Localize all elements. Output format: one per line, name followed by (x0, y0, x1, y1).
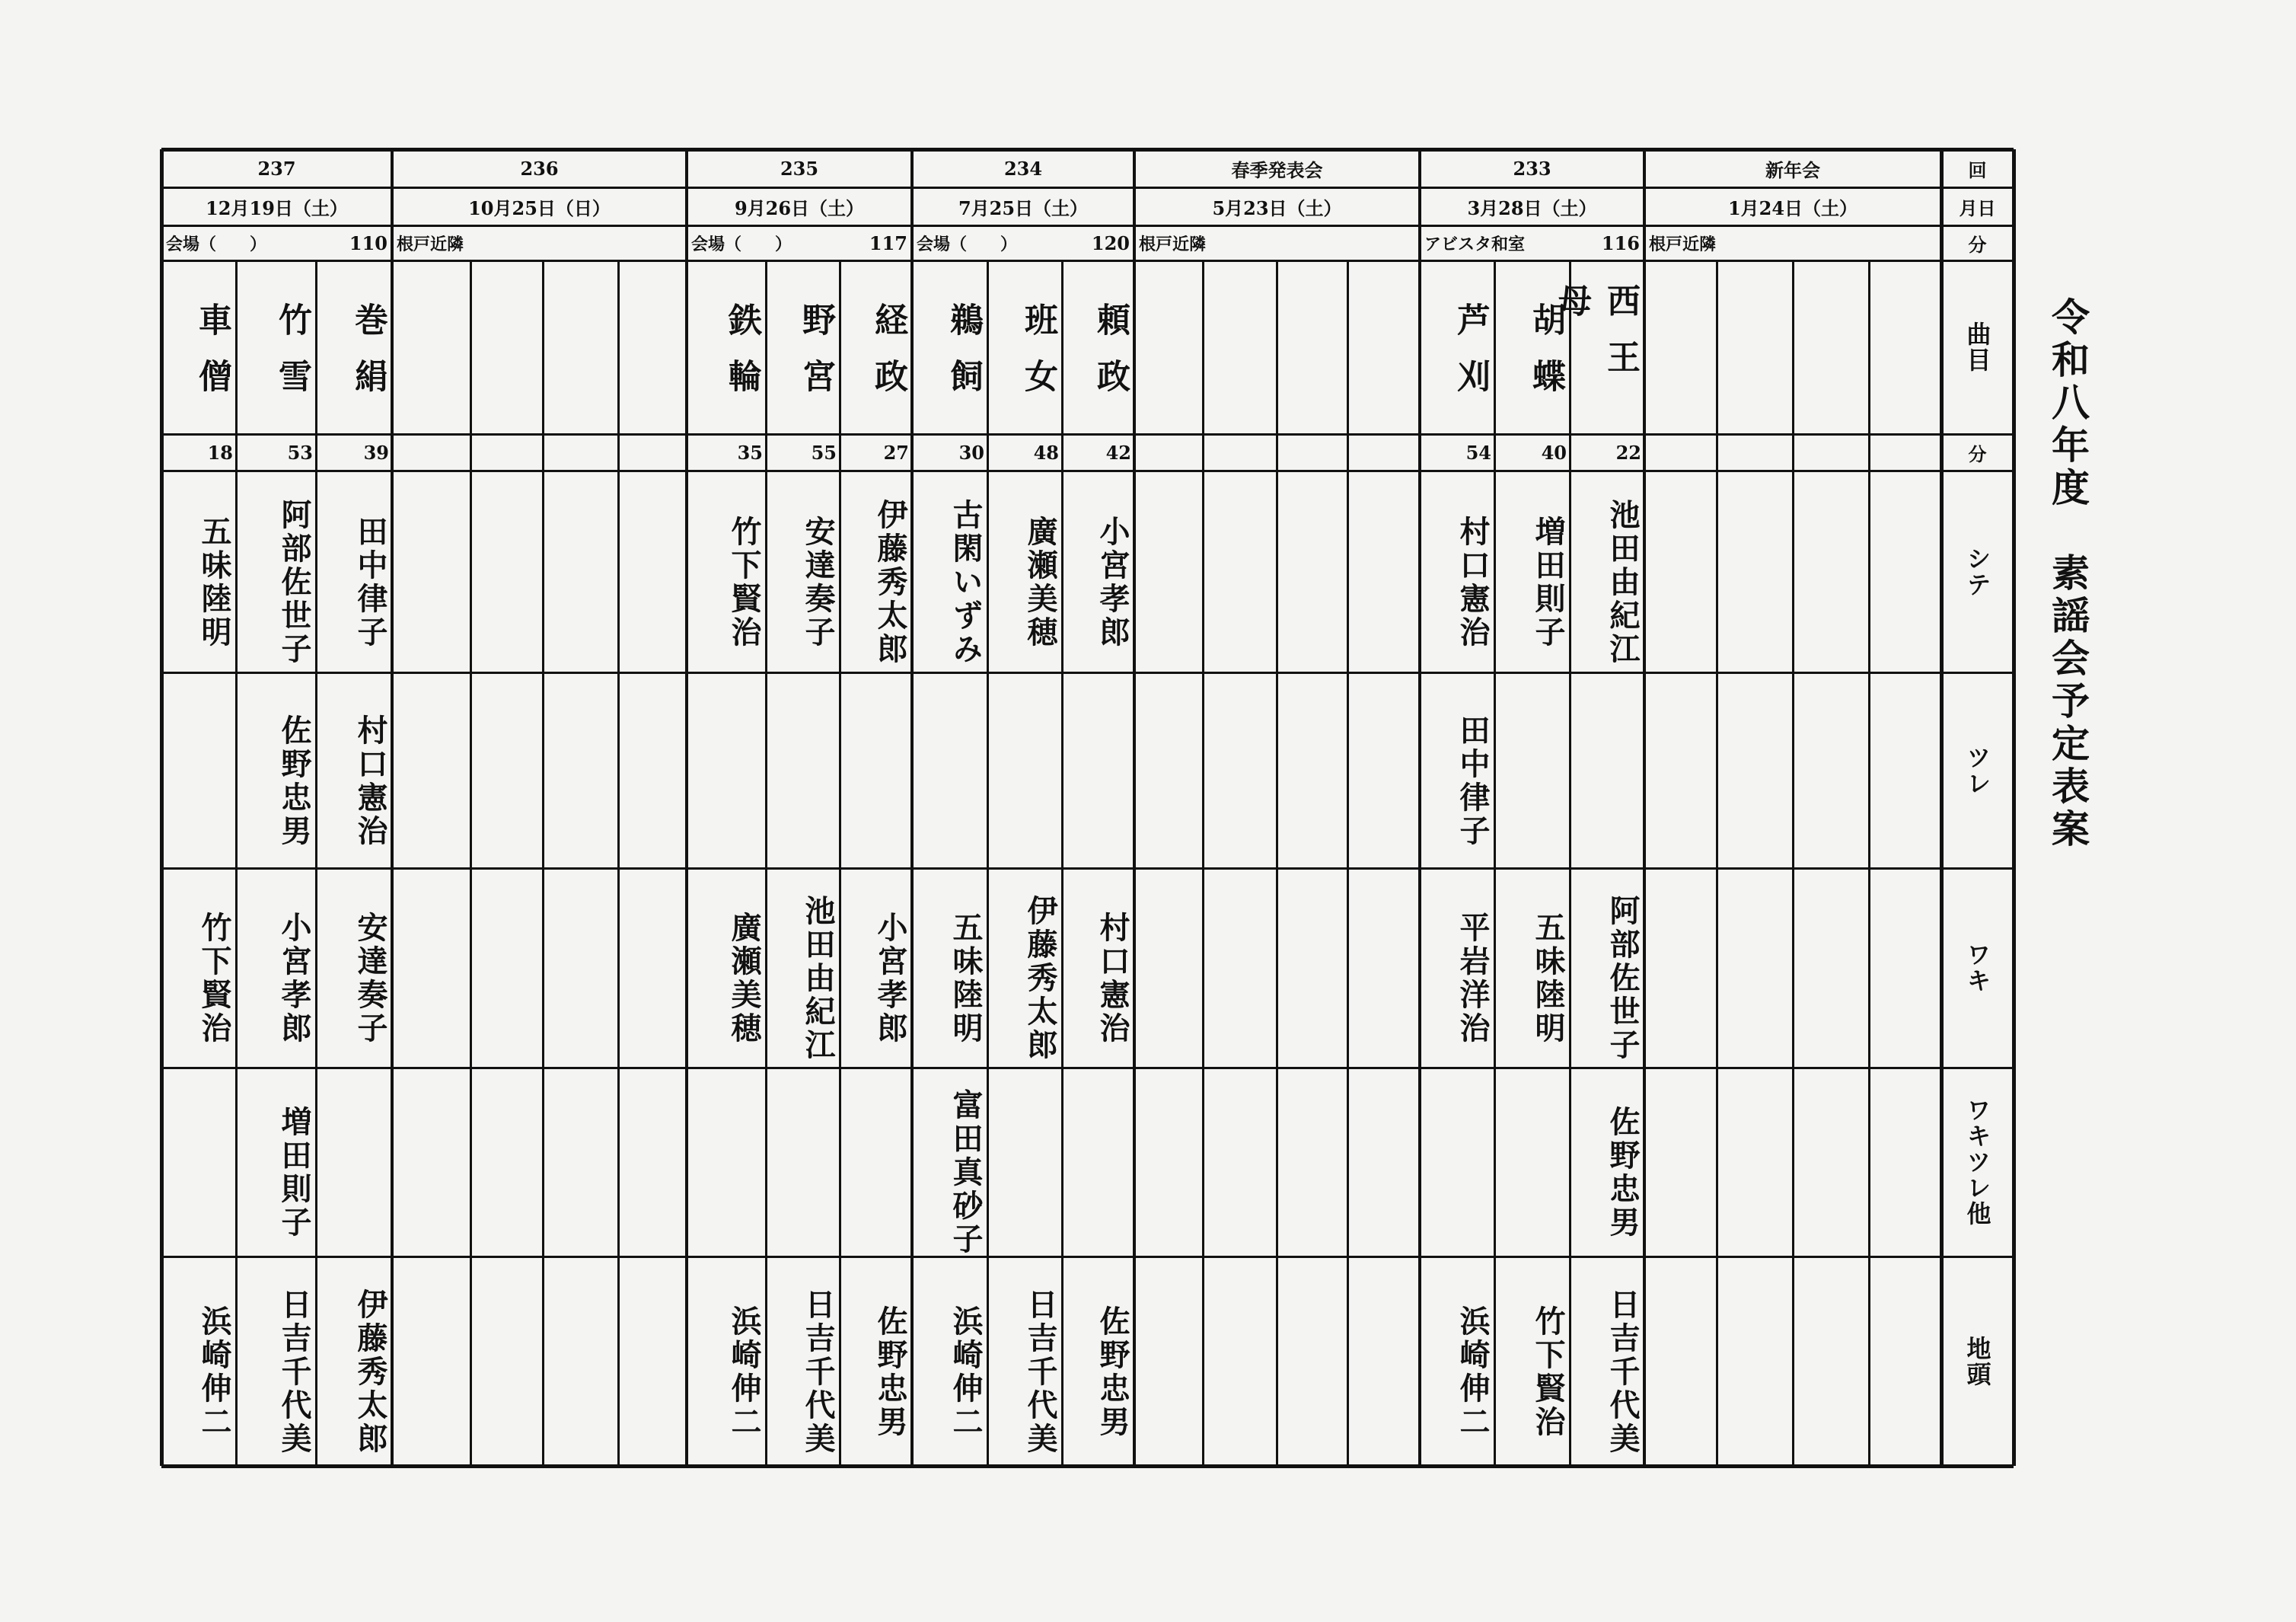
performer-shite: 増田則子 (1530, 515, 1566, 650)
performer-jigashira: 伊藤秀太郎 (352, 1288, 388, 1456)
play-title: 車僧 (193, 302, 231, 415)
performer-waki: 廣瀬美穂 (726, 912, 762, 1046)
play-title (618, 260, 687, 434)
performer-wakitsure (1420, 1068, 1494, 1256)
performer-waki (1203, 868, 1277, 1068)
play-title (1644, 260, 1717, 434)
play-title: 西王母 (1552, 283, 1640, 396)
performer-jigashira (1347, 1256, 1420, 1466)
event-total-minutes: 120 (1091, 231, 1130, 254)
performer-jigashira: 浜崎伸二 (1455, 1304, 1491, 1439)
performer-waki: 阿部佐世子 (1605, 895, 1641, 1062)
performer-waki (1717, 868, 1793, 1068)
performer-shite (1869, 471, 1941, 672)
play-title: 班女 (1019, 302, 1057, 415)
event-venue: 会場（ ） (691, 234, 792, 254)
performer-jigashira (392, 1256, 470, 1466)
event-number: 234 (1003, 157, 1043, 180)
performer-waki (543, 868, 618, 1068)
performer-jigashira (1203, 1256, 1277, 1466)
play-minutes (392, 434, 470, 471)
performer-wakitsure (1134, 1068, 1203, 1256)
performer-jigashira: 日吉千代美 (276, 1288, 312, 1456)
performer-wakitsure (840, 1068, 912, 1256)
performer-shite (1203, 471, 1277, 672)
performer-tsure (687, 672, 766, 868)
row-label-fun2: 分 (1968, 442, 1987, 465)
performer-jigashira (1277, 1256, 1347, 1466)
performer-shite: 池田由紀江 (1605, 498, 1641, 666)
performer-waki (1347, 868, 1420, 1068)
performer-waki (392, 868, 470, 1068)
event-venue: 根戸近隣 (1649, 234, 1717, 254)
event-total-minutes (1644, 225, 1941, 260)
play-title: 頼政 (1091, 302, 1130, 415)
event-venue: 根戸近隣 (1139, 234, 1207, 254)
performer-tsure (987, 672, 1062, 868)
event-total-minutes: 116 (1601, 231, 1640, 254)
performer-waki (470, 868, 543, 1068)
play-minutes: 54 (1465, 441, 1491, 464)
performer-jigashira (1717, 1256, 1793, 1466)
performer-jigashira: 佐野忠男 (872, 1304, 908, 1439)
performer-waki (618, 868, 687, 1068)
play-minutes: 30 (958, 441, 984, 464)
play-title (1717, 260, 1793, 434)
performer-wakitsure (1644, 1068, 1717, 1256)
play-minutes: 40 (1541, 441, 1567, 464)
performer-tsure: 佐野忠男 (276, 714, 312, 848)
performer-wakitsure (1717, 1068, 1793, 1256)
event-date: 10月25日（日） (468, 196, 611, 219)
play-minutes (1134, 434, 1203, 471)
play-title: 竹雪 (273, 302, 311, 415)
performer-waki: 五味陸明 (948, 912, 984, 1046)
performer-wakitsure (618, 1068, 687, 1256)
performer-jigashira (543, 1256, 618, 1466)
performer-wakitsure (766, 1068, 840, 1256)
event-date: 7月25日（土） (958, 196, 1089, 219)
performer-tsure (1134, 672, 1203, 868)
performer-jigashira: 浜崎伸二 (726, 1304, 762, 1439)
performer-tsure (840, 672, 912, 868)
event-venue: アビスタ和室 (1424, 234, 1526, 254)
event-date: 3月28日（土） (1467, 196, 1597, 219)
performer-shite (618, 471, 687, 672)
performer-jigashira (1793, 1256, 1869, 1466)
performer-wakitsure: 増田則子 (276, 1106, 312, 1240)
performer-shite (1347, 471, 1420, 672)
performer-waki: 伊藤秀太郎 (1022, 895, 1058, 1062)
performer-wakitsure: 富田真砂子 (948, 1089, 984, 1256)
event-number: 237 (257, 157, 296, 180)
performer-wakitsure (1062, 1068, 1134, 1256)
performer-shite: 小宮孝郎 (1095, 515, 1130, 650)
performer-tsure (1494, 672, 1570, 868)
performer-shite: 安達奏子 (800, 515, 836, 650)
performer-shite (470, 471, 543, 672)
performer-jigashira (618, 1256, 687, 1466)
play-minutes (470, 434, 543, 471)
event-total-minutes: 110 (349, 231, 387, 254)
performer-wakitsure (1793, 1068, 1869, 1256)
performer-wakitsure (687, 1068, 766, 1256)
play-title (392, 260, 470, 434)
performer-tsure (543, 672, 618, 868)
performer-tsure (1570, 672, 1644, 868)
performer-shite (1277, 471, 1347, 672)
play-title (1134, 260, 1203, 434)
event-number: 235 (780, 157, 819, 180)
performer-wakitsure: 佐野忠男 (1605, 1106, 1641, 1240)
performer-tsure (1203, 672, 1277, 868)
play-minutes: 35 (737, 441, 763, 464)
performer-tsure (470, 672, 543, 868)
performer-shite (1644, 471, 1717, 672)
row-label-waki: ワキ (1963, 942, 1992, 994)
performer-tsure (392, 672, 470, 868)
play-title (1869, 260, 1941, 434)
row-label-jigashira: 地頭 (1963, 1335, 1992, 1387)
event-venue: 会場（ ） (166, 234, 267, 254)
performer-wakitsure (1494, 1068, 1570, 1256)
performer-shite (543, 471, 618, 672)
performer-waki: 小宮孝郎 (276, 912, 312, 1046)
performer-waki: 竹下賢治 (196, 912, 232, 1046)
event-number: 236 (520, 157, 559, 180)
performer-waki: 安達奏子 (352, 912, 388, 1046)
event-total-minutes (1134, 225, 1420, 260)
performer-waki (1869, 868, 1941, 1068)
play-minutes (543, 434, 618, 471)
play-title: 胡蝶 (1526, 302, 1565, 415)
performer-tsure (766, 672, 840, 868)
play-title: 芦刈 (1451, 302, 1490, 415)
performer-wakitsure (1203, 1068, 1277, 1256)
performer-tsure (161, 672, 236, 868)
performer-waki: 平岩洋治 (1455, 912, 1491, 1046)
play-title: 鵜飼 (944, 302, 983, 415)
performer-jigashira: 竹下賢治 (1530, 1304, 1566, 1439)
performer-wakitsure (316, 1068, 392, 1256)
performer-jigashira: 浜崎伸二 (948, 1304, 984, 1439)
play-title (470, 260, 543, 434)
row-label-fun: 分 (1968, 233, 1987, 256)
performer-wakitsure (987, 1068, 1062, 1256)
play-title: 野宮 (796, 302, 835, 415)
performer-jigashira: 佐野忠男 (1095, 1304, 1130, 1439)
performer-tsure (1717, 672, 1793, 868)
row-label-kyokumoku: 曲目 (1963, 321, 1992, 373)
performer-jigashira: 日吉千代美 (800, 1288, 836, 1456)
play-title: 鉄輪 (722, 302, 761, 415)
performer-waki: 五味陸明 (1530, 912, 1566, 1046)
performer-jigashira: 日吉千代美 (1022, 1288, 1058, 1456)
performer-jigashira (1644, 1256, 1717, 1466)
play-minutes (1717, 434, 1793, 471)
performer-tsure (618, 672, 687, 868)
play-minutes (1203, 434, 1277, 471)
event-date: 5月23日（土） (1212, 196, 1342, 219)
performer-shite (392, 471, 470, 672)
performer-jigashira: 浜崎伸二 (196, 1304, 232, 1439)
row-label-wakitsure: ワキツレ他 (1963, 1097, 1992, 1227)
performer-wakitsure (161, 1068, 236, 1256)
performer-shite: 五味陸明 (196, 515, 232, 650)
event-number: 新年会 (1765, 158, 1820, 181)
performer-tsure (1277, 672, 1347, 868)
performer-wakitsure (1277, 1068, 1347, 1256)
performer-tsure (912, 672, 987, 868)
play-minutes: 18 (207, 441, 233, 464)
performer-waki: 村口憲治 (1095, 912, 1130, 1046)
play-title (1203, 260, 1277, 434)
play-title (1347, 260, 1420, 434)
event-total-minutes: 117 (869, 231, 907, 254)
performer-wakitsure (470, 1068, 543, 1256)
performer-tsure (1062, 672, 1134, 868)
performer-tsure (1793, 672, 1869, 868)
play-title: 巻絹 (349, 302, 387, 415)
performer-tsure: 田中律子 (1455, 714, 1491, 848)
row-label-kai: 回 (1968, 158, 1987, 181)
play-minutes: 22 (1615, 441, 1641, 464)
play-minutes: 55 (811, 441, 837, 464)
performer-shite: 古閑いずみ (948, 498, 984, 666)
performer-shite: 村口憲治 (1455, 515, 1491, 650)
performer-shite: 阿部佐世子 (276, 498, 312, 666)
performer-tsure (1869, 672, 1941, 868)
performer-waki (1793, 868, 1869, 1068)
event-number: 春季発表会 (1231, 158, 1323, 181)
play-minutes (1869, 434, 1941, 471)
play-title (1793, 260, 1869, 434)
performer-waki (1134, 868, 1203, 1068)
play-minutes: 27 (883, 441, 909, 464)
performer-tsure (1644, 672, 1717, 868)
event-date: 12月19日（土） (206, 196, 348, 219)
row-label-date: 月日 (1959, 196, 1996, 219)
play-minutes: 42 (1105, 441, 1131, 464)
play-minutes (1347, 434, 1420, 471)
play-minutes (618, 434, 687, 471)
performer-wakitsure (543, 1068, 618, 1256)
performer-waki: 池田由紀江 (800, 895, 836, 1062)
event-number: 233 (1513, 157, 1551, 180)
performer-shite: 竹下賢治 (726, 515, 762, 650)
play-title: 経政 (869, 302, 907, 415)
performer-waki (1644, 868, 1717, 1068)
event-venue: 根戸近隣 (397, 234, 464, 254)
performer-waki (1277, 868, 1347, 1068)
document-title: 令和八年度 素謡会予定表案 (2046, 297, 2090, 851)
performer-wakitsure (1347, 1068, 1420, 1256)
event-total-minutes (392, 225, 687, 260)
performer-shite (1134, 471, 1203, 672)
row-label-shite: シテ (1963, 545, 1992, 598)
event-date: 1月24日（土） (1727, 196, 1858, 219)
performer-waki: 小宮孝郎 (872, 912, 908, 1046)
play-minutes (1793, 434, 1869, 471)
performer-wakitsure (1869, 1068, 1941, 1256)
performer-jigashira (470, 1256, 543, 1466)
play-title (1277, 260, 1347, 434)
performer-shite: 伊藤秀太郎 (872, 498, 908, 666)
performer-jigashira: 日吉千代美 (1605, 1288, 1641, 1456)
event-venue: 会場（ ） (917, 234, 1018, 254)
row-label-tsure: ツレ (1963, 744, 1992, 797)
play-minutes: 48 (1033, 441, 1059, 464)
performer-shite: 田中律子 (352, 515, 388, 650)
performer-jigashira (1869, 1256, 1941, 1466)
performer-wakitsure (392, 1068, 470, 1256)
event-date: 9月26日（土） (734, 196, 865, 219)
performer-shite: 廣瀬美穂 (1022, 515, 1058, 650)
performer-shite (1793, 471, 1869, 672)
play-minutes: 39 (363, 441, 389, 464)
play-minutes (1277, 434, 1347, 471)
performer-tsure: 村口憲治 (352, 714, 388, 848)
performer-jigashira (1134, 1256, 1203, 1466)
play-title (543, 260, 618, 434)
play-minutes: 53 (287, 441, 313, 464)
performer-tsure (1347, 672, 1420, 868)
performer-shite (1717, 471, 1793, 672)
play-minutes (1644, 434, 1717, 471)
